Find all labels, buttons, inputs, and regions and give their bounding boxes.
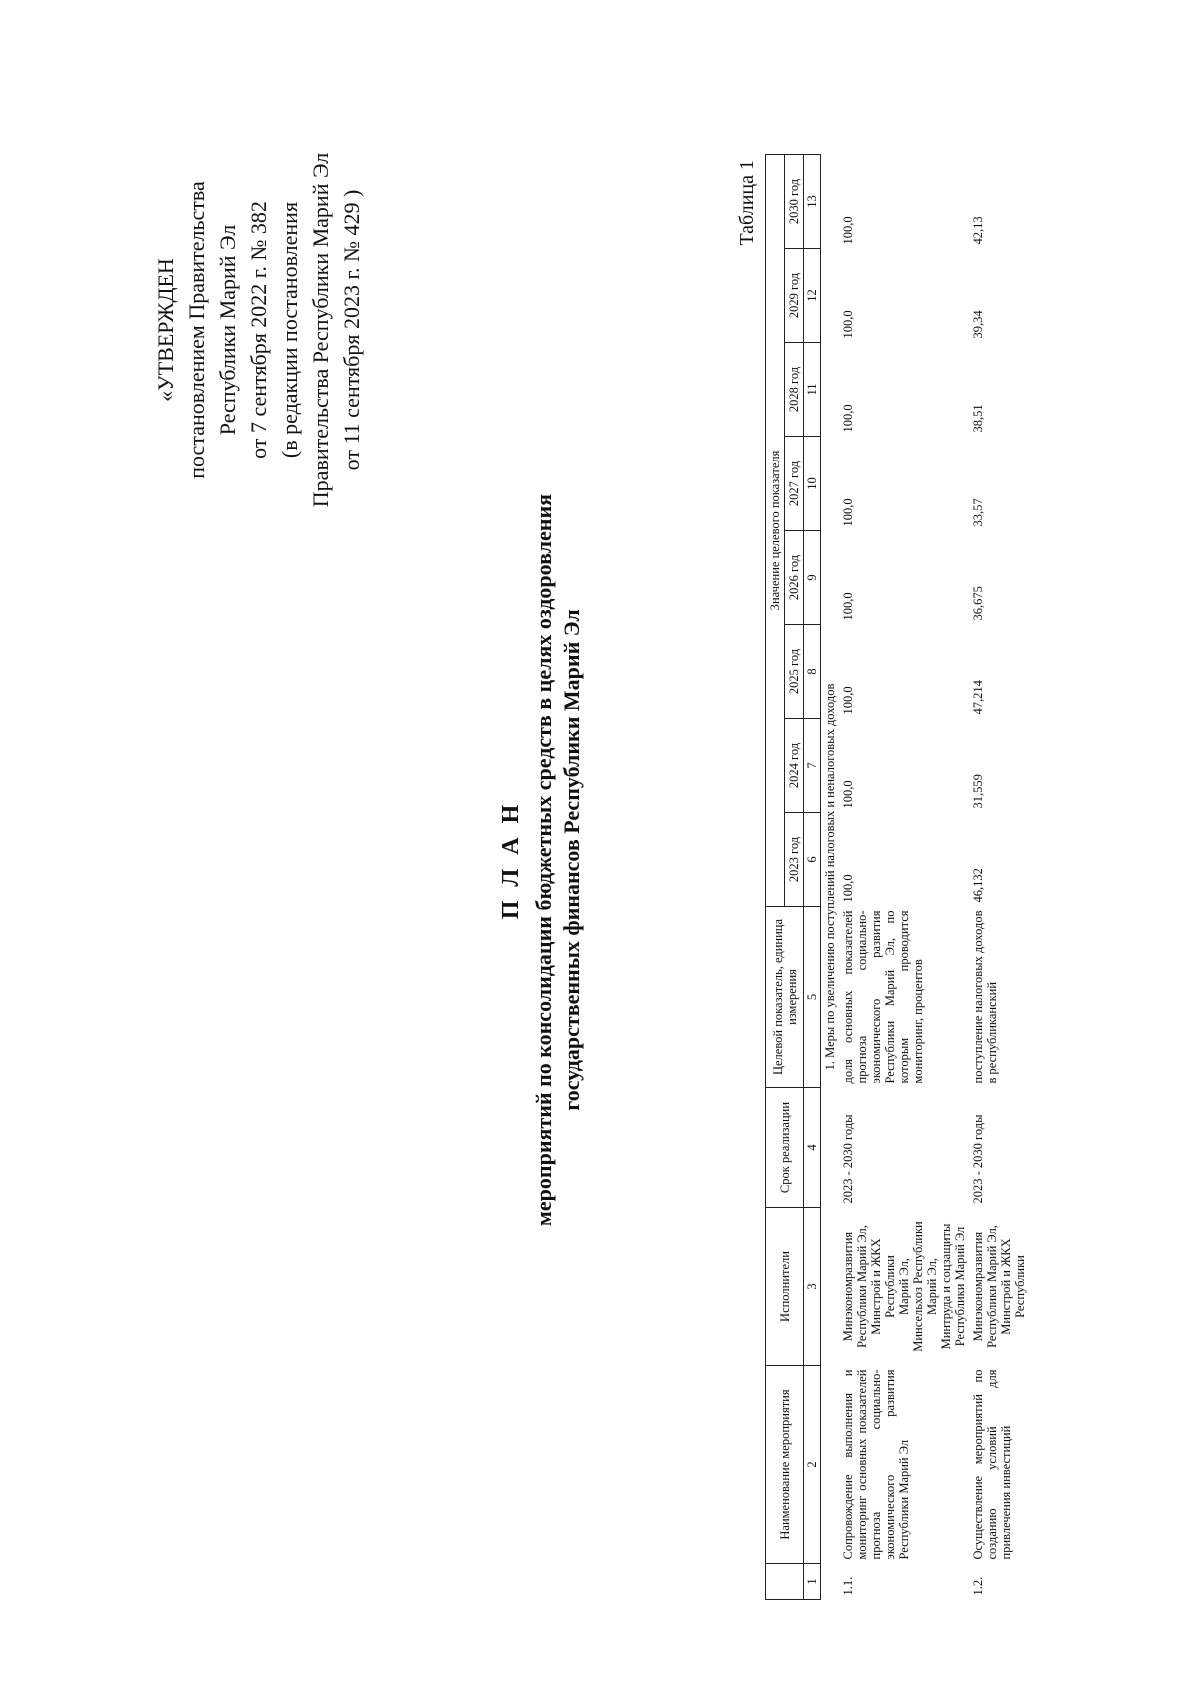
approval-stamp	[150, 120, 367, 540]
approval-line: постановлением Правительства	[184, 181, 209, 479]
target-value: 100,0	[841, 686, 855, 715]
target-value: 38,51	[971, 404, 985, 433]
measure-name: Сопровождение выполнения и мониторинг основных показателей прогноза социально-экономического развития Республики Марий Эл	[841, 1369, 911, 1560]
column-number: 2	[804, 1366, 821, 1564]
approval-line: от 11 сентября 2023 г. № 429 )	[339, 189, 364, 471]
table-label: Таблица 1	[736, 160, 758, 246]
target-value: 100,0	[841, 498, 855, 527]
row-number: 1.1.	[841, 1576, 855, 1596]
column-number: 9	[804, 531, 821, 625]
row-number: 1.2.	[971, 1576, 985, 1596]
target-value: 100,0	[841, 780, 855, 809]
measure-indicator: доля основных показателей прогноза социально-экономического развития Республики Марий Эл, по которым проводится мониторинг, процентов	[841, 910, 925, 1084]
subtitle-line: мероприятий по консолидации бюджетных средств в целях оздоровления	[531, 493, 556, 1227]
column-number: 8	[804, 625, 821, 719]
header-year: 2024 год	[785, 719, 804, 813]
rotated-document-page	[60, 100, 1120, 1620]
executor-line: Марий Эл,	[897, 1258, 911, 1315]
header-name: Наименование мероприятия	[766, 1366, 804, 1564]
executor-line: Минстрой и ЖКХ Республики	[869, 1238, 897, 1335]
target-value: 100,0	[841, 404, 855, 433]
header-indicator: Целевой показатель, единица измерения	[766, 907, 804, 1088]
table-row	[839, 154, 969, 1599]
target-value: 33,57	[971, 498, 985, 527]
approval-line: Правительства Республики Марий Эл	[308, 152, 333, 508]
target-value: 100,0	[841, 592, 855, 621]
executor-line: Минсельхоз Республики	[911, 1221, 925, 1352]
target-value: 39,34	[971, 310, 985, 339]
subtitle-line: государственных финансов Республики Марий Эл	[559, 609, 584, 1111]
header-year: 2027 год	[785, 437, 804, 531]
target-value: 100,0	[841, 310, 855, 339]
column-number: 13	[804, 154, 821, 248]
executor-line: Марий Эл,	[925, 1258, 939, 1315]
executor-line: Минэкономразвития	[841, 1231, 855, 1342]
column-number: 7	[804, 719, 821, 813]
header-target-values: Значение целевого показателя	[766, 154, 785, 906]
column-number: 3	[804, 1208, 821, 1366]
target-value: 42,13	[971, 216, 985, 245]
column-number: 1	[804, 1564, 821, 1600]
header-year: 2028 год	[785, 343, 804, 437]
document-title: П Л А Н	[498, 800, 524, 920]
column-number: 10	[804, 437, 821, 531]
measures-table	[765, 154, 1029, 1600]
header-year: 2029 год	[785, 249, 804, 343]
column-number: 6	[804, 813, 821, 907]
section-title: 1. Меры по увеличению поступлений налоговых и неналоговых доходов	[823, 683, 837, 1071]
header-year: 2023 год	[785, 813, 804, 907]
section-row	[821, 154, 840, 1599]
header-term: Срок реализации	[766, 1088, 804, 1208]
target-value: 100,0	[841, 216, 855, 245]
column-number: 4	[804, 1088, 821, 1208]
target-value: 46,132	[971, 868, 985, 903]
measure-indicator: поступление налоговых доходов в республиканский	[971, 910, 999, 1084]
table-row	[969, 154, 1029, 1599]
target-value: 31,559	[971, 774, 985, 809]
executor-line: Республики Марий Эл,	[855, 1225, 869, 1348]
approval-line: Республики Марий Эл	[215, 224, 240, 436]
executor-line: Минтруда и соцзащиты	[939, 1223, 953, 1350]
header-year: 2030 год	[785, 154, 804, 248]
measure-name: Осуществление мероприятий по созданию условий для привлечения инвестиций	[971, 1369, 1013, 1560]
header-number	[766, 1564, 804, 1600]
measure-term: 2023 - 2030 годы	[971, 1114, 985, 1204]
executor-line: Минэкономразвития	[971, 1231, 985, 1342]
executor-line: Республики Марий Эл	[953, 1226, 967, 1347]
header-year: 2026 год	[785, 531, 804, 625]
measure-term: 2023 - 2030 годы	[841, 1114, 855, 1204]
target-value: 47,214	[971, 680, 985, 715]
header-executors: Исполнители	[766, 1208, 804, 1366]
approval-line: «УТВЕРЖДЕН	[153, 258, 178, 402]
measure-executors	[969, 1208, 1029, 1366]
column-number: 5	[804, 907, 821, 1088]
column-number: 12	[804, 249, 821, 343]
executor-line: Республики Марий Эл,	[985, 1225, 999, 1348]
target-value: 100,0	[841, 874, 855, 903]
header-year: 2025 год	[785, 625, 804, 719]
approval-line: от 7 сентября 2022 г. № 382	[246, 201, 271, 459]
approval-line: (в редакции постановления	[277, 201, 302, 459]
measure-executors	[839, 1208, 969, 1366]
column-number: 11	[804, 343, 821, 437]
executor-line: Минстрой и ЖКХ Республики	[999, 1238, 1027, 1335]
document-subtitle	[530, 100, 586, 1620]
target-value: 36,675	[971, 586, 985, 621]
